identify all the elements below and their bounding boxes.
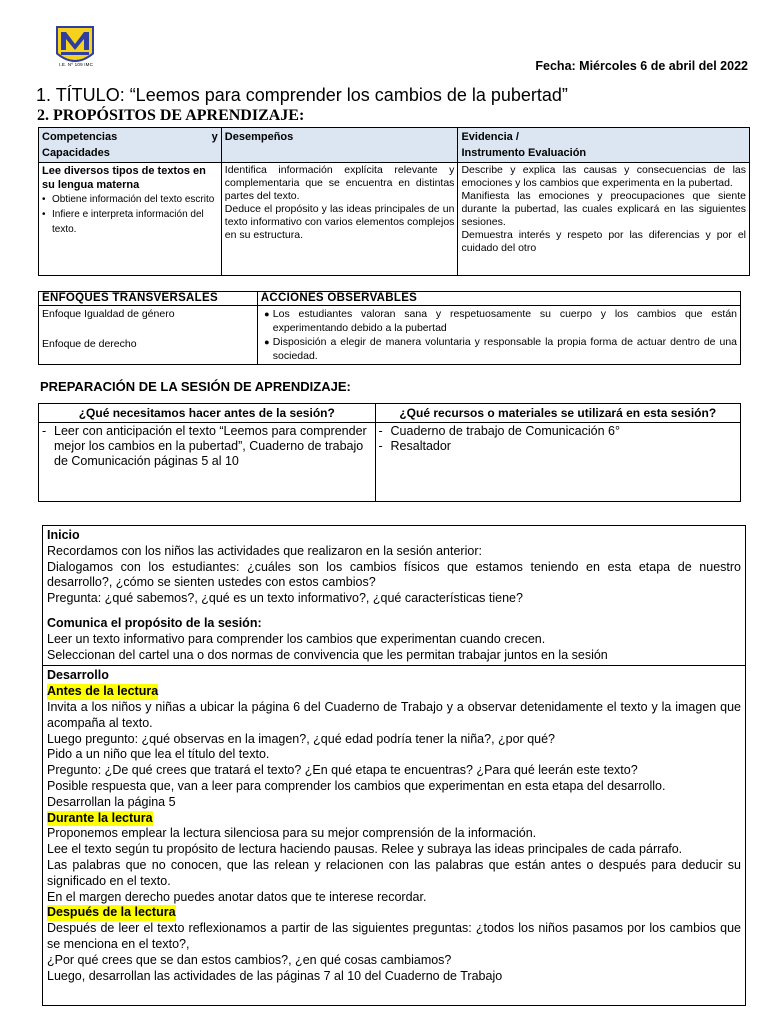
antes-paragraph: Posible respuesta que, van a leer para comprender los cambios que experimentan en esta etapa del desarrollo. — [47, 778, 666, 793]
enfoque-text: Enfoque de derecho — [42, 338, 137, 350]
capacidad-item: • Infiere e interpreta información del texto. — [50, 207, 218, 237]
durante-paragraph: En el margen derecho puedes anotar datos que te interese recordar. — [47, 889, 427, 904]
evidencia-cell — [458, 163, 750, 276]
despues-paragraph: Luego, desarrollan las actividades de las páginas 7 al 10 del Cuaderno de Trabajo — [47, 968, 503, 983]
enfoques-header-row — [39, 292, 741, 306]
accion-text: Disposición a elegir de manera voluntaria y responsable la propia forma de actuar dentro de una sociedad. — [272, 336, 737, 362]
inicio-paragraph: Recordamos con los niños las actividades que realizaron en la sesión anterior: — [47, 543, 482, 558]
inicio-title: Inicio — [47, 528, 80, 542]
competencia-text: Lee diversos tipos de textos en su lengua materna — [42, 165, 206, 191]
session-date: Fecha: Miércoles 6 de abril del 2022 — [535, 59, 748, 73]
durante-paragraph: Lee el texto según tu propósito de lectura haciendo pausas. Relee y subraya las ideas principales de cada párrafo. — [47, 842, 683, 857]
header-evidencia-label: Evidencia / — [461, 131, 519, 143]
despues-lectura-title: Después de la lectura — [47, 905, 176, 920]
capacidad-item: • Obtiene información del texto escrito — [50, 192, 218, 207]
desempenos-cell — [221, 163, 458, 276]
session-title: 1. TÍTULO: “Leemos para comprender los cambios de la pubertad” — [36, 85, 568, 105]
recurso-item: Resaltador — [390, 439, 451, 453]
header-instrumento-label: Instrumento Evaluación — [461, 147, 587, 159]
header-competencias — [39, 128, 222, 163]
desarrollo-title: Desarrollo — [47, 668, 109, 683]
header-competencias-label: Competencias — [42, 131, 118, 143]
antes-paragraph: Invita a los niños y niñas a ubicar la página 6 del Cuaderno de Trabajo y a observar detenidamente el texto y la imagen que acompaña al texto. — [47, 699, 741, 730]
desempeno-text: Deduce el propósito y las ideas principales de un texto informativo con varios elementos complejos en su estructura. — [224, 203, 455, 241]
accion-item: ● Los estudiantes valoran sana y respetuosamente su cuerpo y los cambios que están experimentando debido a la pubertad — [264, 308, 737, 334]
logo-caption: I.E. Nº 109 IMC — [58, 62, 94, 67]
evidencia-text: Manifiesta las emociones y preocupaciones que siente durante la pubertad, las cuales explicará en las siguientes sesiones. — [461, 190, 746, 228]
enfoques-table — [38, 291, 741, 365]
purposes-body-row — [39, 163, 750, 276]
antes-lectura-title: Antes de la lectura — [47, 684, 159, 699]
session-sequence — [42, 525, 746, 1006]
durante-lectura-title: Durante la lectura — [47, 810, 153, 825]
inicio-section — [43, 526, 745, 665]
enfoques-cell — [39, 306, 258, 365]
antes-paragraph: Pido a un niño que lea el título del texto. — [47, 747, 270, 762]
purposes-heading: 2. PROPÓSITOS DE APRENDIZAJE: — [37, 107, 305, 124]
header-desempenos — [221, 128, 458, 163]
header-capacidades-label: Capacidades — [42, 147, 110, 159]
capacidades-list — [42, 192, 218, 237]
header-acciones: ACCIONES OBSERVABLES — [257, 292, 740, 306]
proposito-title: Comunica el propósito de la sesión: — [47, 615, 262, 630]
inicio-paragraph: Dialogamos con los estudiantes: ¿cuáles son los cambios físicos que estamos teniendo en esta etapa de nuestro desarrollo?, ¿cómo se sienten ustedes con estos cambios? — [47, 559, 741, 590]
header-desempenos-label: Desempeños — [224, 131, 294, 143]
antes-sesion-cell: - Leer con anticipación el texto “Leemos para comprender mejor los cambios en la pubertad”, Cuaderno de trabajo de Comunicación páginas 5 al 10 — [39, 423, 376, 502]
preparation-header-row — [39, 404, 741, 423]
purposes-header-row — [39, 128, 750, 163]
despues-paragraph: Después de leer el texto reflexionamos a partir de las siguientes preguntas: ¿todos los niños pasamos por los cambios que se menciona en el texto?, — [47, 921, 741, 951]
desarrollo-section — [43, 665, 745, 986]
durante-paragraph: Las palabras que no conocen, que las relean y relacionen con las palabras que están antes o después para deducir su significado en el texto. — [47, 857, 741, 888]
proposito-paragraph: Leer un texto informativo para comprender los cambios que experimentan cuando crecen. — [47, 631, 546, 646]
enfoques-body-row — [39, 306, 741, 365]
recursos-cell: - Cuaderno de trabajo de Comunicación 6° - Resaltador — [375, 423, 740, 502]
enfoque-text: Enfoque Igualdad de género — [42, 308, 175, 320]
despues-paragraph: ¿Por qué crees que se dan estos cambios?, ¿en qué cosas cambiamos? — [47, 952, 452, 967]
recurso-item: Cuaderno de trabajo de Comunicación 6° — [390, 424, 620, 438]
header-evidencia — [458, 128, 750, 163]
evidencia-text: Demuestra interés y respeto por las diferencias y por el cuidado del otro — [461, 229, 746, 254]
purposes-table — [38, 127, 750, 276]
competencia-cell — [39, 163, 222, 276]
accion-text: Los estudiantes valoran sana y respetuosamente su cuerpo y los cambios que están experimentando debido a la pubertad — [272, 308, 737, 334]
durante-paragraph: Proponemos emplear la lectura silenciosa para su mejor comprensión de la información. — [47, 826, 537, 841]
antes-paragraph: Pregunto: ¿De qué crees que tratará el texto? ¿En qué etapa te encuentras? ¿Para qué leerán este texto? — [47, 763, 638, 778]
inicio-paragraph: Pregunta: ¿qué sabemos?, ¿qué es un texto informativo?, ¿qué características tiene? — [47, 591, 523, 606]
preparation-table — [38, 403, 741, 502]
header-enfoques: ENFOQUES TRANSVERSALES — [39, 292, 258, 306]
preparation-body-row — [39, 423, 741, 502]
header-competencias-y: y — [211, 131, 218, 143]
desempeno-text: Identifica información explícita relevante y complementaria que se encuentra en distintas partes del texto. — [224, 164, 455, 202]
acciones-cell — [257, 306, 740, 365]
accion-item: ● Disposición a elegir de manera voluntaria y responsable la propia forma de actuar dentro de una sociedad. — [264, 336, 737, 362]
header-antes-sesion: ¿Qué necesitamos hacer antes de la sesión? — [39, 404, 376, 423]
antes-paragraph: Luego pregunto: ¿qué observas en la imagen?, ¿qué edad podría tener la niña?, ¿por qué? — [47, 731, 555, 746]
proposito-paragraph: Seleccionan del cartel una o dos normas de convivencia que les permitan trabajar juntos en la sesión — [47, 647, 608, 662]
antes-sesion-text: Leer con anticipación el texto “Leemos para comprender mejor los cambios en la pubertad”, Cuaderno de trabajo de Comunicación páginas 5 al 10 — [54, 424, 367, 468]
evidencia-text: Describe y explica las causas y consecuencias de las emociones y los cambios que experimenta en la pubertad. — [461, 164, 746, 189]
header-recursos: ¿Qué recursos o materiales se utilizará en esta sesión? — [375, 404, 740, 423]
preparation-heading: PREPARACIÓN DE LA SESIÓN DE APRENDIZAJE: — [40, 379, 351, 394]
antes-paragraph: Desarrollan la página 5 — [47, 794, 176, 809]
